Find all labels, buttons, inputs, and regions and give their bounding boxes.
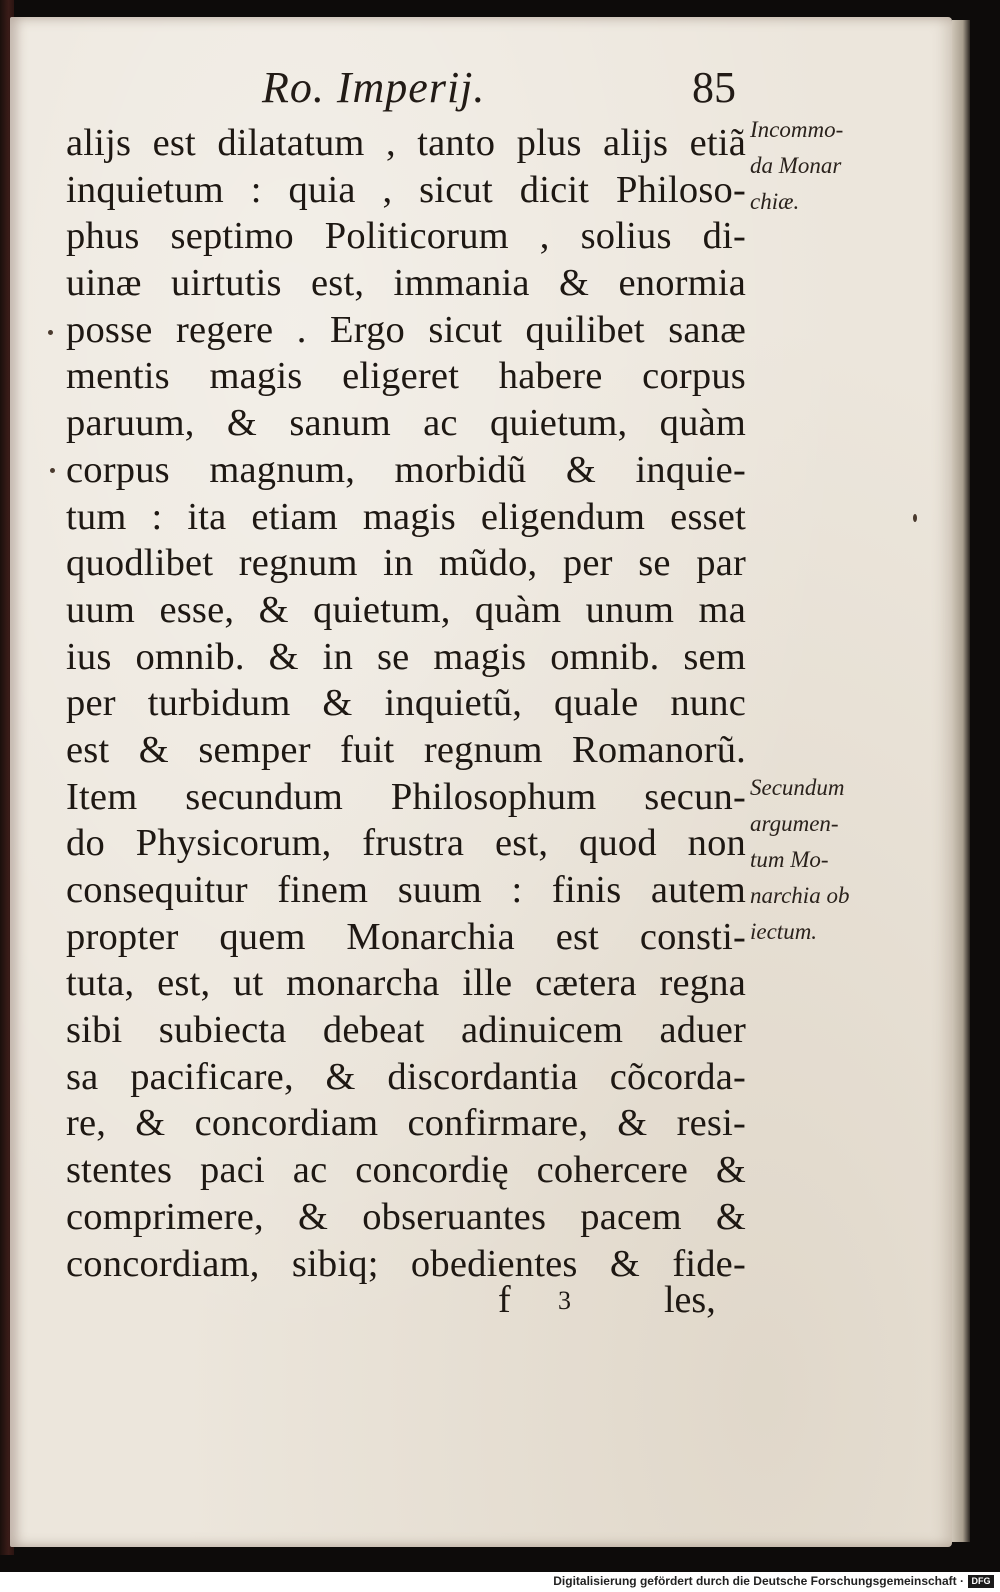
text-line: tum : ita etiam magis eligendum esset [66, 495, 746, 538]
marginal-line: chiæ. [750, 189, 800, 214]
running-head: Ro. Imperij. [262, 63, 486, 112]
text-line: uinæ uirtutis est, immania & enormia [66, 262, 746, 305]
text-line: propter quem Monarchia est consti- [66, 915, 746, 958]
page-edge [952, 20, 970, 1542]
text-line: stentes paci ac concordię cohercere & [66, 1149, 746, 1192]
paper-speck [913, 514, 917, 522]
body-text [66, 120, 746, 1287]
footer-credit: Digitalisierung gefördert durch die Deutsche Forschungsgemeinschaft · [553, 1574, 964, 1588]
marginal-line: tum Mo- [750, 847, 829, 872]
catchword: les, [664, 1279, 716, 1321]
marginal-note-2 [750, 770, 900, 950]
text-line: alijs est dilatatum , tanto plus alijs etiã [66, 122, 746, 164]
text-line: inquietum : quia , sicut dicit Philoso- [66, 168, 746, 211]
footer-bar [0, 1572, 1000, 1592]
text-line: corpus magnum, morbidũ & inquie- [66, 448, 746, 491]
catchline [66, 1278, 746, 1328]
text-line: per turbidum & inquietũ, quale nunc [66, 682, 746, 725]
dfg-logo: DFG [968, 1575, 994, 1588]
scan-background [0, 1555, 1000, 1572]
page-header [0, 62, 1000, 118]
marginal-line: narchia ob [750, 883, 850, 908]
marginal-line: da Monar [750, 153, 842, 178]
text-line: phus septimo Politicorum , solius di- [66, 215, 746, 258]
text-line: ius omnib. & in se magis omnib. sem [66, 635, 746, 678]
paper-speck [50, 468, 55, 473]
text-line: quodlibet regnum in mũdo, per se par [66, 542, 746, 585]
text-line: est & semper fuit regnum Romanorũ. [66, 728, 746, 771]
marginal-line: argumen- [750, 811, 839, 836]
text-line: posse regere . Ergo sicut quilibet sanæ [66, 308, 746, 351]
text-line: concordiam, sibiq; obedientes & fide- [66, 1242, 746, 1285]
marginal-line: Secundum [750, 775, 845, 800]
paper-speck [48, 330, 53, 335]
marginal-note-1 [750, 112, 900, 220]
marginal-line: iectum. [750, 919, 818, 944]
text-line: tuta, est, ut monarcha ille cætera regna [66, 962, 746, 1005]
text-line: uum esse, & quietum, quàm unum ma [66, 588, 746, 631]
page-number: 85 [692, 63, 736, 112]
text-line: re, & concordiam confirmare, & resi- [66, 1102, 746, 1145]
text-line: comprimere, & obseruantes pacem & [66, 1195, 746, 1238]
signature-number: 3 [558, 1286, 571, 1315]
text-line: consequitur finem suum : finis autem [66, 869, 746, 911]
text-line: Item secundum Philosophum secun- [66, 775, 746, 818]
text-line: sa pacificare, & discordantia cõcorda- [66, 1055, 746, 1098]
marginal-line: Incommo- [750, 117, 844, 142]
text-line: sibi subiecta debeat adinuicem aduer [66, 1009, 746, 1052]
text-line: paruum, & sanum ac quietum, quàm [66, 402, 746, 445]
text-line: do Physicorum, frustra est, quod non [66, 822, 746, 865]
signature-mark: f [498, 1279, 511, 1321]
text-line: mentis magis eligeret habere corpus [66, 355, 746, 398]
